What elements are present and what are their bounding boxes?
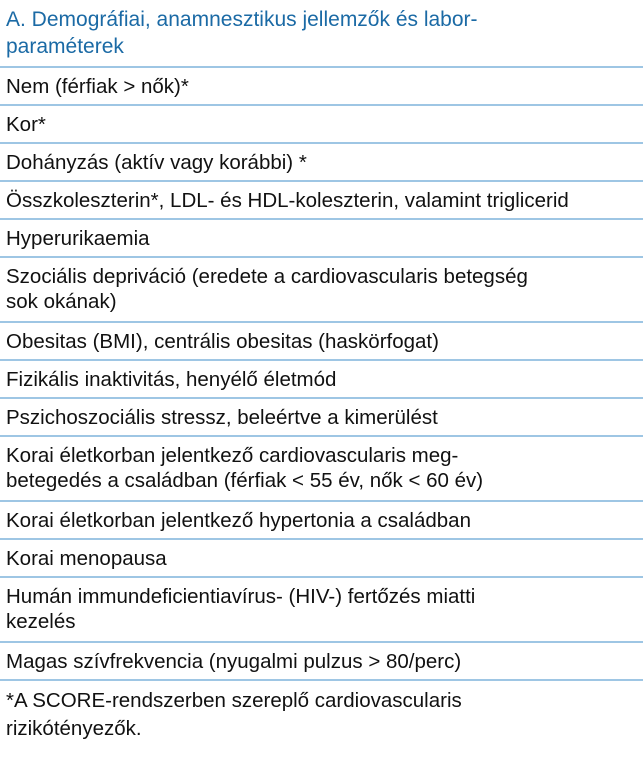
footnote	[0, 681, 643, 743]
row-text: Humán immundeficientiavírus- (HIV-) fertőzés miatti	[6, 585, 476, 608]
table-row	[0, 399, 643, 437]
row-text: Pszichoszociális stressz, beleértve a kimerülést	[6, 406, 438, 429]
row-text: Kor*	[6, 113, 46, 136]
row-text: Összkoleszterin*, LDL- és HDL-koleszterin, valamint triglicerid	[6, 189, 569, 212]
row-text: sok okának)	[6, 290, 117, 313]
footnote-line-1: *A SCORE-rendszerben szereplő cardiovascularis	[6, 689, 462, 712]
row-text: Szociális depriváció (eredete a cardiovascularis betegség	[6, 265, 528, 288]
row-text: Korai menopausa	[6, 547, 167, 570]
row-text: kezelés	[6, 610, 76, 633]
table-row	[0, 258, 643, 323]
table-row	[0, 220, 643, 258]
table-row	[0, 106, 643, 144]
header-title-line-1: A. Demográfiai, anamnesztikus jellemzők és labor-	[6, 8, 478, 31]
row-text: Magas szívfrekvencia (nyugalmi pulzus > 80/perc)	[6, 650, 462, 673]
table-row	[0, 361, 643, 399]
table-row	[0, 540, 643, 578]
row-text: Korai életkorban jelentkező hypertonia a családban	[6, 509, 471, 532]
row-text: Korai életkorban jelentkező cardiovascularis meg-	[6, 444, 459, 467]
table-row	[0, 182, 643, 220]
table-row	[0, 68, 643, 106]
row-text: Nem (férfiak > nők)*	[6, 75, 189, 98]
table-header	[0, 0, 643, 68]
row-text: Obesitas (BMI), centrális obesitas (haskörfogat)	[6, 330, 439, 353]
footnote-line-2: rizikótényezők.	[6, 717, 142, 740]
table-row	[0, 323, 643, 361]
table-row	[0, 144, 643, 182]
row-text: Dohányzás (aktív vagy korábbi) *	[6, 151, 307, 174]
header-title-line-2: paraméterek	[6, 35, 124, 58]
row-text: betegedés a családban (férfiak < 55 év, nők < 60 év)	[6, 469, 484, 492]
row-text: Hyperurikaemia	[6, 227, 150, 250]
table-row	[0, 578, 643, 643]
row-text: Fizikális inaktivitás, henyélő életmód	[6, 368, 337, 391]
table-row	[0, 502, 643, 540]
table-row	[0, 643, 643, 681]
table-row	[0, 437, 643, 502]
